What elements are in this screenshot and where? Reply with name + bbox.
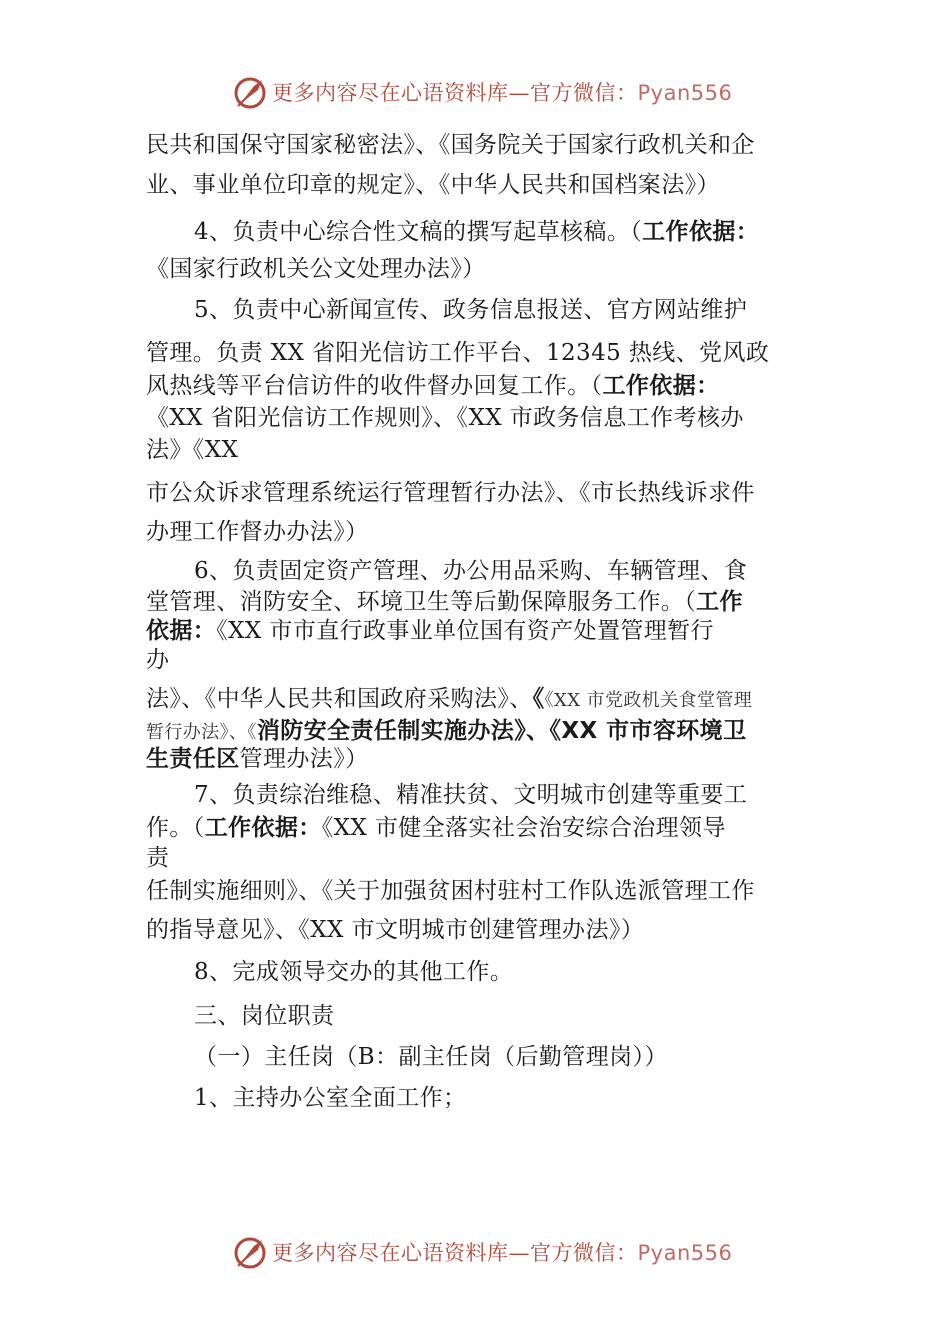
text-line	[146, 435, 238, 465]
text-segment: 暂行办法》、《	[146, 722, 257, 743]
text-line	[194, 957, 513, 987]
text-line	[194, 217, 759, 247]
text-line	[146, 371, 720, 401]
text-line	[146, 876, 755, 906]
text-line	[194, 1001, 334, 1031]
text-segment: （一）主任岗（B：副主任岗（后勤管理岗））	[194, 1044, 668, 1070]
text-segment: 民共和国保守国家秘密法》、《国务院关于国家行政机关和企	[146, 132, 755, 158]
text-segment: 任制实施细则》、《关于加强贫困村驻村工作队选派管理工作	[146, 878, 755, 904]
text-segment: 责	[146, 845, 170, 871]
quill-logo-icon	[232, 1234, 268, 1270]
text-segment: 7、负责综治维稳、精准扶贫、文明城市创建等重要工	[194, 782, 748, 808]
text-segment: 法》、《中华人民共和国政府采购法》、	[146, 686, 533, 712]
text-segment: 市公众诉求管理系统运行管理暂行办法》、《市长热线诉求件	[146, 480, 755, 506]
text-line	[146, 478, 755, 508]
text-segment: 5、负责中心新闻宣传、政务信息报送、官方网站维护	[194, 297, 748, 323]
text-segment: 管理办法》）	[239, 746, 369, 772]
text-segment: 业、事业单位印章的规定》、《中华人民共和国档案法》）	[146, 172, 720, 198]
text-segment: 作。（	[146, 815, 205, 841]
bold-text: 工作依据：	[642, 219, 760, 245]
text-segment: 1、主持办公室全面工作；	[194, 1085, 467, 1111]
text-segment: 管理。负责 XX 省阳光信访工作平台、12345 热线、党风政	[146, 340, 770, 366]
text-segment: 办理工作督办办法》）	[146, 519, 369, 545]
bold-text: 工作依据：	[204, 815, 322, 841]
text-line	[194, 556, 747, 586]
text-line	[146, 338, 769, 368]
watermark-header	[0, 72, 950, 112]
text-segment: 《XX 市健全落实社会治安综合治理领导	[321, 815, 726, 841]
text-line	[146, 254, 486, 284]
bold-text: 消防安全责任制实施办法》、《XX 市市容环境卫	[256, 718, 747, 744]
text-line	[146, 915, 644, 945]
bold-text: 《	[532, 686, 545, 712]
bold-text: 生责任区	[146, 746, 240, 772]
text-segment: 《XX 省阳光信访工作规则》、《XX 市政务信息工作考核办	[146, 405, 744, 431]
text-segment: 《国家行政机关公文处理办法》）	[146, 256, 486, 282]
text-line	[146, 170, 720, 200]
text-segment: 的指导意见》、《XX 市文明城市创建管理办法》）	[146, 917, 645, 943]
quill-logo-icon	[232, 74, 268, 110]
text-line	[146, 843, 169, 873]
text-line	[146, 616, 714, 646]
text-line	[194, 295, 747, 325]
watermark-text: 更多内容尽在心语资料库—官方微信：Pyan556	[272, 81, 733, 105]
text-segment: 6、负责固定资产管理、办公用品采购、车辆管理、食	[194, 558, 748, 584]
text-line	[194, 780, 747, 810]
text-line	[146, 517, 369, 547]
text-segment: 三、岗位职责	[194, 1003, 335, 1029]
watermark-text: 更多内容尽在心语资料库—官方微信：Pyan556	[272, 1241, 733, 1265]
text-line	[146, 130, 755, 160]
text-line	[194, 1042, 668, 1072]
bold-text: 工作	[696, 589, 743, 615]
text-segment: 《XX 市党政机关食堂管理	[544, 690, 753, 711]
text-segment: 法》《XX	[146, 437, 239, 463]
text-segment: 《XX 市市直行政事业单位国有资产处置管理暂行	[216, 618, 714, 644]
text-segment: 4、负责中心综合性文稿的撰写起草核稿。（	[194, 219, 643, 245]
text-line	[146, 744, 369, 774]
text-segment: 风热线等平台信访件的收件督办回复工作。（	[146, 373, 603, 399]
bold-text: 依据：	[146, 618, 217, 644]
watermark-footer	[0, 1232, 950, 1272]
text-segment: 办	[146, 647, 170, 673]
text-line	[146, 813, 726, 843]
text-line	[146, 587, 743, 617]
text-line	[146, 403, 744, 433]
text-line	[194, 1083, 466, 1113]
text-segment: 堂管理、消防安全、环境卫生等后勤保障服务工作。（	[146, 589, 697, 615]
text-segment: 8、完成领导交办的其他工作。	[194, 959, 514, 985]
bold-text: 工作依据：	[602, 373, 720, 399]
text-line	[146, 684, 752, 716]
text-line	[146, 645, 169, 675]
